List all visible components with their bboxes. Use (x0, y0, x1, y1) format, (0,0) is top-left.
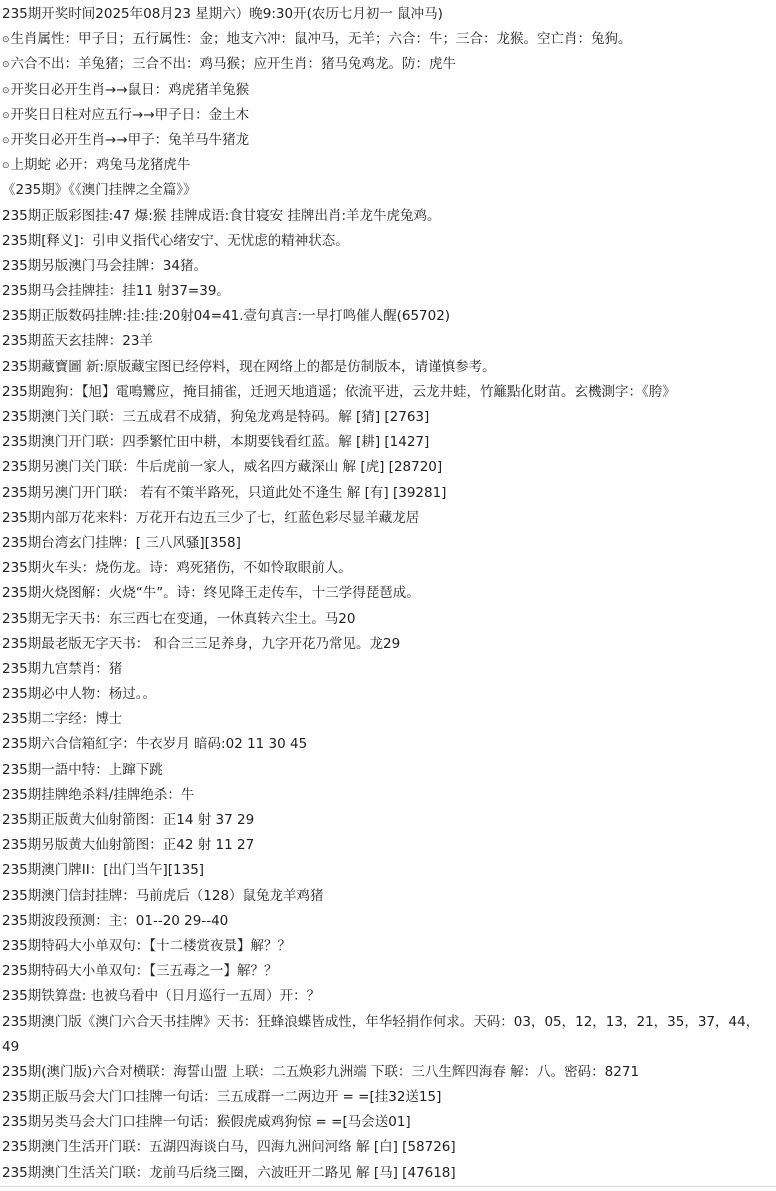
content-line: 235期另类马会大门口挂牌一句话：猴假虎威鸡狗惊 = =[马会送01] (2, 1114, 411, 1131)
bullet-text: 开奖日日柱对应五行→→甲子日：金土木 (10, 106, 250, 123)
content-line: 235期正版黄大仙射箭图：正14 射 37 29 (2, 812, 255, 828)
content-line: 235期二字经：博士 (2, 711, 123, 728)
content-line: 235期内部万花来料：万花开右边五三少了七，红蓝色彩尽显羊藏龙居 (2, 509, 420, 526)
content-line: 235期[释义]：引申义指代心绪安宁、无忧虑的精神状态。 (2, 232, 349, 249)
content-line-wrapped: 235期澳门版《澳门六合天书挂牌》天书：狂蜂浪蝶皆成性，年华轻捐作何求。天码：03，05，12，13，21，35，37，44，49 (2, 1013, 760, 1055)
content-line: 235期火车头：烧伤龙。诗：鸡死猪伤，不如怜取眼前人。 (2, 560, 352, 577)
content-line: 235期最老版无字天书： 和合三三足养身，九字开花乃常见。龙29 (2, 635, 401, 652)
draw-time-line: 235期开奖时间2025年08月23 星期六）晚9:30开(农历七月初一 鼠冲马) (2, 6, 443, 22)
content-line: 235期九宫禁肖：猪 (2, 660, 123, 677)
content-line: 235期无字天书：东三西七在变通，一休真转六尘土。马20 (2, 610, 356, 627)
content-line: 235期一語中特：上蹿下跳 (2, 761, 163, 778)
bullet-line-jiazi (0, 128, 776, 153)
content-line: 235期马会挂牌挂：挂11 射37=39。 (2, 283, 230, 300)
bullet-icon: ⊙ (2, 35, 10, 46)
content-line: 235期波段预测：主：01--20 29--40 (2, 912, 229, 929)
bullet-line-zodiac-attributes (0, 27, 776, 52)
bullet-icon: ⊙ (2, 60, 10, 71)
bullet-line-rat-day (0, 78, 776, 103)
content-line: 235期另澳门关门联：牛后虎前一家人，威名四方藏深山 解 [虎] [28720] (2, 459, 443, 476)
content-line: 235期正版数码挂牌:挂:挂:20射04=41.壹句真言:一早打鸣催人醒(65702) (2, 308, 451, 325)
content-line: 235期澳门信封挂牌：马前虎后（128）鼠兔龙羊鸡猪 (2, 887, 324, 904)
content-line: 235期正版马会大门口挂牌一句话：三五成群一二两边开 = =[挂32送15] (2, 1089, 442, 1106)
bullet-line-five-elements (0, 103, 776, 128)
bullet-icon: ⊙ (2, 161, 10, 172)
content-line: 235期蓝天玄挂牌：23羊 (2, 333, 153, 350)
content-line: 235期澳门牌II：[出门当午][135] (2, 862, 205, 879)
bullet-icon: ⊙ (2, 110, 10, 121)
content-line: 235期必中人物：杨过。。 (2, 686, 157, 703)
bullet-icon: ⊙ (2, 85, 10, 96)
content-line: 235期另澳门开门联： 若有不策半路死，只道此处不逢生 解 [有] [39281] (2, 484, 447, 501)
content-line: 235期台湾玄门挂牌：[ 三八风骚][358] (2, 534, 241, 551)
content-line: 235期(澳门版)六合对横联：海誓山盟 上联：二五焕彩九洲端 下联：三八生辉四海春 解：八。密码：8271 (2, 1063, 640, 1080)
content-line: 235期澳门生活开门联：五湖四海谈白马，四海九洲问河络 解 [白] [58726] (2, 1139, 456, 1156)
content-line: 235期铁算盘: 也被乌看中（日月巡行一五周）开：？ (2, 988, 321, 1005)
content-line: 235期跑狗：【旭】電鳴鸞应，掩目捕雀，迁迥天地逍遥；依流平进，云龙井蛙，竹籬點化財苗。玄機測字：《胯》 (2, 383, 676, 400)
bullet-text: 上期蛇 必开：鸡兔马龙猪虎牛 (10, 157, 191, 174)
bullet-text: 开奖日必开生肖→→甲子：兔羊马牛猪龙 (10, 131, 250, 148)
bullet-line-last-issue (0, 153, 776, 178)
content-line: 235期澳门生活关门联：龙前马后绕三圈，六波旺开二路见 解 [马] [47618] (2, 1164, 456, 1181)
content-line: 235期火烧图解：火烧“牛”。诗：终见降王走传车，十三学得琵琶成。 (2, 585, 420, 602)
content-line: 235期澳门关门联：三五成君不成猜，狗兔龙鸡是特码。解 [猜] [2763] (2, 409, 430, 425)
section-title: 《235期》《《澳门挂牌之全篇》》 (2, 182, 197, 199)
bottom-divider (0, 1186, 776, 1187)
content-line: 235期澳门开门联：四季繁忙田中耕，本期要钱看红蓝。解 [耕] [1427] (2, 434, 430, 451)
content-line: 235期另版澳门马会挂牌：34猪。 (2, 257, 207, 274)
bullet-text: 生肖属性：甲子日；五行属性：金；地支六冲：鼠冲马，无羊；六合：牛；三合：龙猴。空亡肖：兔狗。 (10, 31, 632, 48)
bullet-text: 六合不出：羊兔猪；三合不出：鸡马猴；应开生肖：猪马兔鸡龙。防：虎牛 (10, 56, 457, 73)
bullet-icon: ⊙ (2, 135, 10, 146)
content-line: 235期藏寶圖 新:原版藏宝图已经停料，现在网络上的都是仿制版本，请谨慎参考。 (2, 358, 496, 375)
bullet-text: 开奖日必开生肖→→鼠日：鸡虎猪羊兔猴 (10, 81, 250, 98)
content-line: 235期另版黄大仙射箭图：正42 射 11 27 (2, 837, 255, 854)
content-line: 235期挂牌绝杀料/挂牌绝杀：牛 (2, 786, 195, 803)
bullet-line-combinations (0, 52, 776, 77)
content-line: 235期正版彩图挂:47 爆:猴 挂牌成语:食甘寝安 挂牌出肖:羊龙牛虎兔鸡。 (2, 207, 441, 224)
content-line: 235期特码大小单双句：【三五毒之一】解？？ (2, 963, 278, 980)
content-line: 235期六合信箱紅字：牛衣岁月 暗码:02 11 30 45 (2, 736, 308, 753)
content-line: 235期特码大小单双句：【十二楼赏夜景】解？？ (2, 937, 292, 954)
